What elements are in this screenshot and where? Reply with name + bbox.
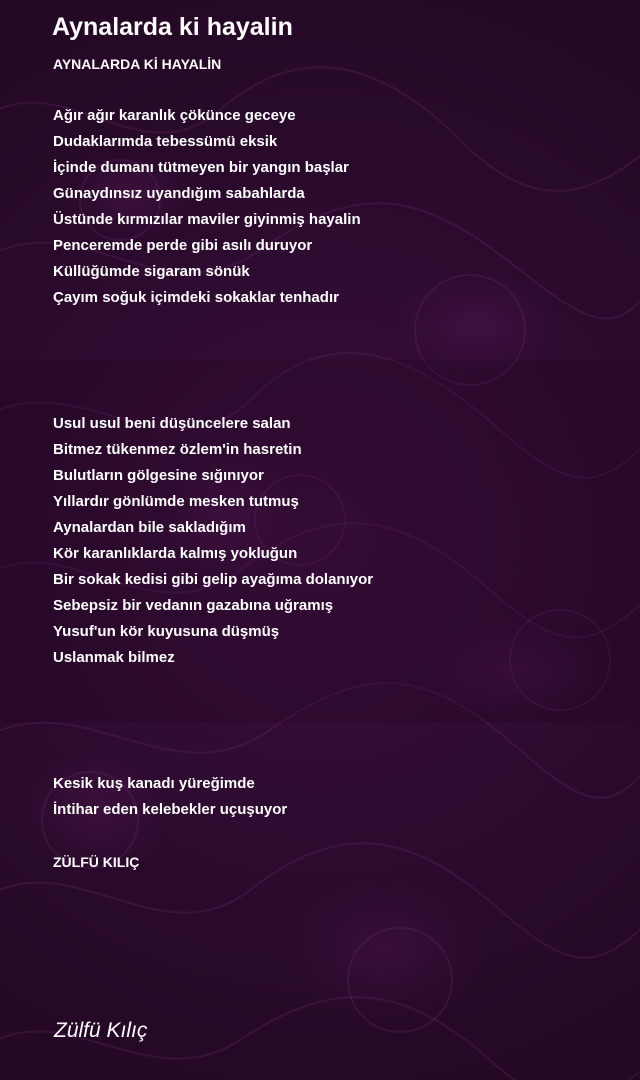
stanza-2 bbox=[53, 411, 373, 671]
poem-line: Kesik kuş kanadı yüreğimde bbox=[53, 775, 255, 792]
poem-line: Penceremde perde gibi asılı duruyor bbox=[53, 237, 313, 254]
poem-line: Uslanmak bilmez bbox=[53, 649, 175, 666]
poem-line: Çayım soğuk içimdeki sokaklar tenhadır bbox=[53, 289, 339, 306]
poem-subtitle: AYNALARDA Kİ HAYALİN bbox=[53, 56, 222, 72]
poem-line: Sebepsiz bir vedanın gazabına uğramış bbox=[53, 597, 334, 614]
poem-line: Dudaklarımda tebessümü eksik bbox=[53, 133, 278, 150]
poem-line: Bitmez tükenmez özlem'in hasretin bbox=[53, 441, 302, 458]
poem-line: Usul usul beni düşüncelere salan bbox=[53, 415, 291, 432]
poem-line: Bulutların gölgesine sığınıyor bbox=[53, 467, 264, 484]
poem-line: Yıllardır gönlümde mesken tutmuş bbox=[53, 493, 299, 510]
poem-line: Bir sokak kedisi gibi gelip ayağıma dolanıyor bbox=[53, 571, 374, 588]
poem-title: Aynalarda ki hayalin bbox=[52, 13, 293, 41]
poem-line: Aynalardan bile sakladığım bbox=[53, 519, 246, 536]
poem-line: Ağır ağır karanlık çökünce geceye bbox=[53, 107, 296, 124]
poem-line: Kör karanlıklarda kalmış yokluğun bbox=[53, 545, 298, 562]
poem-line: Küllüğümde sigaram sönük bbox=[53, 263, 250, 280]
poem-line: Üstünde kırmızılar maviler giyinmiş hayalin bbox=[53, 211, 361, 228]
poem-line: Günaydınsız uyandığım sabahlarda bbox=[53, 185, 305, 202]
poem-signature: ZÜLFÜ KILIÇ bbox=[53, 854, 140, 870]
poem-line: İçinde dumanı tütmeyen bir yangın başlar bbox=[53, 159, 349, 176]
stanza-3 bbox=[53, 771, 287, 823]
author-name: Zülfü Kılıç bbox=[54, 1019, 148, 1042]
poem-line: İntihar eden kelebekler uçuşuyor bbox=[53, 801, 288, 818]
poem-line: Yusuf'un kör kuyusuna düşmüş bbox=[53, 623, 280, 640]
stanza-1 bbox=[53, 103, 361, 311]
